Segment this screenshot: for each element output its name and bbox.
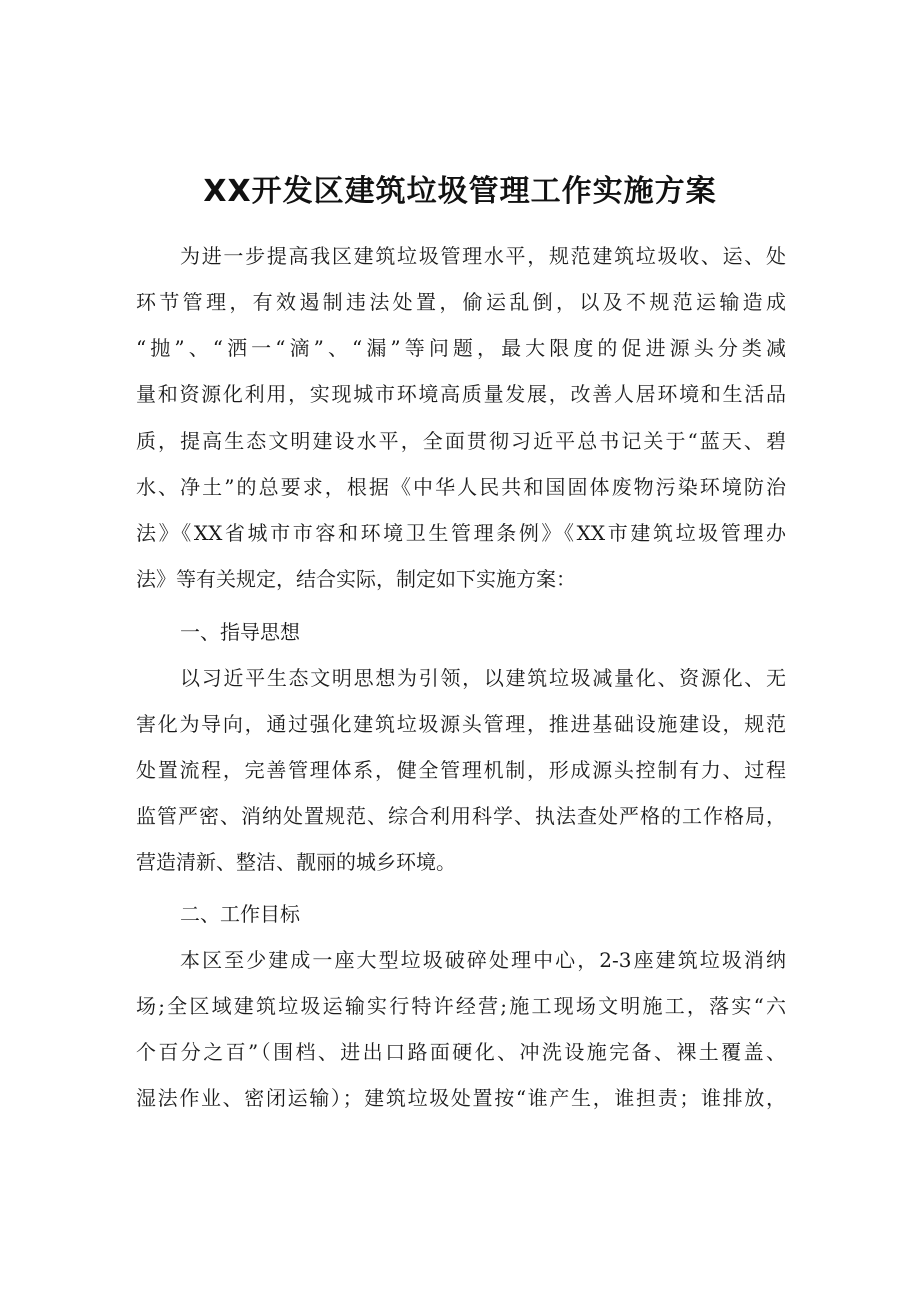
section2-line: 湿法作业、密闭运输）；建筑垃圾处置按“谁产生，谁担责；谁排放， xyxy=(136,1086,786,1110)
document-title: XX开发区建筑垃圾管理工作实施方案 xyxy=(203,174,717,209)
intro-line: 质，提高生态文明建设水平，全面贯彻习近平总书记关于“蓝天、碧 xyxy=(136,429,786,453)
intro-line: 水、净土”的总要求，根据《中华人民共和国固体废物污染环境防治 xyxy=(136,475,786,499)
section2-line: 场;全区域建筑垃圾运输实行特许经营;施工现场文明施工，落实“六 xyxy=(136,994,786,1018)
section1-line: 监管严密、消纳处置规范、综合利用科学、执法查处严格的工作格局， xyxy=(136,804,786,828)
section1-line: 处置流程，完善管理体系，健全管理机制，形成源头控制有力、过程 xyxy=(136,758,786,782)
section1-line: 害化为导向，通过强化建筑垃圾源头管理，推进基础设施建设，规范 xyxy=(136,712,786,736)
intro-line: 量和资源化利用，实现城市环境高质量发展，改善人居环境和生活品 xyxy=(136,382,786,406)
intro-line: 法》《XX省城市市容和环境卫生管理条例》《XX市建筑垃圾管理办 xyxy=(136,521,786,545)
section2-line: 本区至少建成一座大型垃圾破碎处理中心，2-3座建筑垃圾消纳 xyxy=(180,948,786,972)
section-heading-guiding-ideology: 一、指导思想 xyxy=(180,620,300,644)
section1-line: 营造清新、整洁、靓丽的城乡环境。 xyxy=(136,850,456,874)
intro-line: 法》等有关规定，结合实际，制定如下实施方案： xyxy=(136,567,576,591)
section2-line: 个百分之百”（围档、进出口路面硬化、冲洗设施完备、裸土覆盖、 xyxy=(136,1040,786,1064)
intro-line: 为进一步提高我区建筑垃圾管理水平，规范建筑垃圾收、运、处 xyxy=(180,244,786,268)
intro-line: 环节管理，有效遏制违法处置，偷运乱倒，以及不规范运输造成 xyxy=(136,290,786,314)
section-heading-work-goals: 二、工作目标 xyxy=(180,902,300,926)
intro-line: “抛”、“洒一“滴”、“漏”等问题，最大限度的促进源头分类减 xyxy=(136,336,786,360)
section1-line: 以习近平生态文明思想为引领，以建筑垃圾减量化、资源化、无 xyxy=(180,666,786,690)
